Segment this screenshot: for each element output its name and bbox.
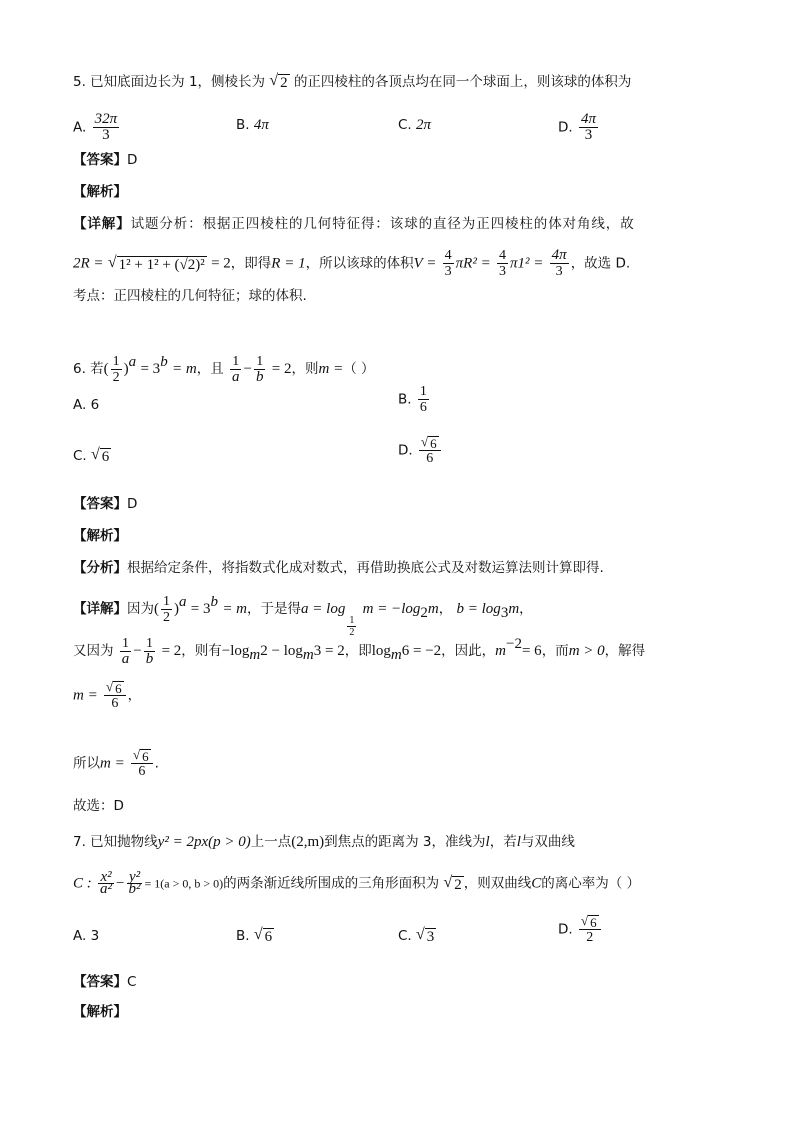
q5-eq-frac-2 xyxy=(497,248,508,279)
q6-half-den: 2 xyxy=(112,369,120,385)
q7-line2-text-d: ，则双曲线 xyxy=(463,875,532,892)
q7-option-d-den: 2 xyxy=(586,930,594,946)
q7-line2-c: C : xyxy=(73,875,92,892)
q7-stem-text-i: 与双曲线 xyxy=(520,834,575,850)
q7-stem-text-g: ，若 xyxy=(489,834,517,850)
q5-option-d-fraction xyxy=(579,112,598,143)
q6-answer-tag: 【答案】 xyxy=(73,496,127,512)
q6-option-d-rad: 6 xyxy=(430,436,437,452)
q6-line4-frac: √ 6 6 xyxy=(104,680,126,711)
q5-option-d-den: 3 xyxy=(584,127,593,143)
q5-eq-pi1: π1² = xyxy=(509,255,544,272)
q5-eq-frac-1 xyxy=(443,248,454,279)
q7-line2-text-c: 的两条渐近线所围成的三角形面积为 xyxy=(223,875,440,892)
q6-line3-text-l: ，而 xyxy=(541,643,569,659)
q5-frac-1-num: 4 xyxy=(444,248,452,263)
q6-line3-2-log: 2 − log xyxy=(260,643,303,659)
q7-option-d-label: D. xyxy=(558,921,573,938)
q6-line3-text-c: ，则有 xyxy=(181,643,222,659)
q6-option-d-den: 6 xyxy=(426,451,434,467)
q7-option-d-rad: 6 xyxy=(590,915,597,931)
q7-option-b-rad: 6 xyxy=(264,929,273,945)
q5-frac-3-num: 4π xyxy=(551,247,567,263)
q6-stem-blank: （ ） xyxy=(343,361,375,377)
q5-eq-frac-3 xyxy=(550,248,569,279)
q5-sqrt-value: 2 xyxy=(280,75,288,91)
q6-detail-comma: ， xyxy=(438,601,453,617)
q6-line5-m-eq: m = xyxy=(100,755,125,772)
q6-detail-log-a: a = log xyxy=(301,601,346,617)
q6-detail-neg-log: m = −log xyxy=(362,601,421,617)
q5-stem-text-a: 5. 已知底面边长为 1，侧棱长为 xyxy=(73,74,266,90)
q5-sqrt: √ 2 xyxy=(269,72,288,91)
q6-stem-3: = 3 xyxy=(140,361,161,377)
q6-option-b-den: 6 xyxy=(419,400,427,415)
q6-line3-3eq2: 3 = 2 xyxy=(313,643,345,659)
q7-line2-frac-y: $\frac{\text{y²}}{\text{b²}}$ xyxy=(128,869,141,897)
q6-line3-text-j: ，因此， xyxy=(441,643,496,659)
q5-answer-tag: 【答案】 xyxy=(73,152,127,168)
q7-option-c-label: C. xyxy=(398,928,412,944)
q6-option-c xyxy=(73,446,111,466)
q5-stem xyxy=(73,72,631,92)
q6-answer-value: D xyxy=(127,496,138,512)
q5-eq-pir2: πR² = xyxy=(455,255,491,272)
q5-answer-value: D xyxy=(127,152,138,168)
q7-option-b xyxy=(236,926,274,946)
q5-detail-1 xyxy=(73,214,635,234)
q7-option-b-sqrt: √ 6 xyxy=(253,926,273,945)
q6-line5-frac: √ 6 6 xyxy=(131,748,153,779)
q5-option-d-num: 4π xyxy=(580,111,596,127)
q6-detail-log-b: b = log xyxy=(456,601,501,617)
q5-option-c-value: 2π xyxy=(416,117,432,133)
q6-fenxi-tag: 【分析】 xyxy=(73,560,127,576)
q6-option-d xyxy=(398,435,443,466)
q6-line3-eq6: = 6 xyxy=(521,643,542,659)
q6-option-c-rad: 6 xyxy=(101,449,110,465)
q6-stem-m: = m xyxy=(171,361,197,377)
q7-stem-parabola: y² = 2px(p > 0) xyxy=(157,834,251,850)
q7-option-d-fraction: √ 6 2 xyxy=(579,914,601,945)
q6-line3-6eq: 6 = −2 xyxy=(401,643,442,659)
q7-stem xyxy=(73,832,575,852)
q6-option-a: A. 6 xyxy=(73,397,100,413)
q7-line2-sqrt-val: 2 xyxy=(454,876,462,893)
q6-detail-half-num: 1 xyxy=(163,593,170,609)
q5-eq-r1: R = 1 xyxy=(271,255,306,272)
q5-frac-2-den: 3 xyxy=(498,264,506,279)
q6-detail-text-b: ，于是得 xyxy=(247,601,302,617)
q5-option-b-label: B. xyxy=(236,117,250,133)
q7-option-c-sqrt: √ 3 xyxy=(416,926,435,945)
q5-text-choose: ，故选 D. xyxy=(570,255,631,272)
q6-line3-neg-log: −log xyxy=(221,643,250,659)
q5-eq-sqrt: √ 1² + 1² + (√2)² xyxy=(107,253,205,273)
q6-option-c-label: C. xyxy=(73,448,87,464)
q6-stem-text-f: ，则 xyxy=(291,361,319,377)
q7-stem-2: C : $\frac{\text{x²}}{\text{a²}}$ − $\frac{\text{y²}}{\text{b²}}$ = 1(a > 0, b > 0)的两条渐近线所围成的三角形面积为 √ 2 ，则双曲线C的离心率为（ ） xyxy=(73,869,641,897)
q6-line3-eq2: = 2 xyxy=(161,643,182,659)
q6-stem-text-d: ，且 xyxy=(196,361,224,377)
q7-jiexi: 【解析】 xyxy=(73,1004,127,1020)
q6-stem-frac-b: $\frac{1}{b}$ xyxy=(255,353,264,385)
q5-option-a-num: 32π xyxy=(94,111,118,127)
q6-detail-m: = m xyxy=(222,601,248,617)
q6-option-b xyxy=(398,384,431,415)
q6-line5-period: . xyxy=(154,755,159,772)
q7-line2-sqrt: √ 2 xyxy=(443,873,462,893)
q6-line3-text-a: 又因为 xyxy=(73,643,114,659)
q5-option-c xyxy=(398,115,431,135)
q7-stem-l2: l xyxy=(516,834,521,850)
q6-line5-text-a: 所以 xyxy=(73,755,100,772)
q7-stem-text-e: 到焦点的距离为 3，准线为 xyxy=(324,834,486,850)
q7-line2-text-f: 的离心率为（ ） xyxy=(541,875,641,892)
q5-answer xyxy=(73,150,137,170)
q6-half-num: 1 xyxy=(112,353,120,369)
q6-detail-2: 又因为 $\frac{1}{a}$ − $\frac{1}{b}$ = 2，则有$-\log_m2 - \log_m3 = 2$，即$\log_m6 = -2$，因此，$m^{-2}= 6$，而m > 0，解得 xyxy=(73,635,646,667)
q5-option-d-label: D. xyxy=(558,119,573,136)
q5-frac-1-den: 3 xyxy=(444,264,452,279)
q5-eq-2r: 2R = xyxy=(73,255,104,272)
q5-detail-2 xyxy=(73,248,630,279)
q6-fenxi xyxy=(73,558,604,578)
q5-option-d xyxy=(558,112,600,143)
q6-guxuan: 故选：D xyxy=(73,798,124,814)
q7-stem-text-a: 7. 已知抛物线 xyxy=(73,834,158,850)
q6-stem-half xyxy=(111,354,122,385)
q5-option-a xyxy=(73,112,121,143)
q5-frac-3-den: 3 xyxy=(555,264,563,279)
q7-answer-tag: 【答案】 xyxy=(73,974,127,990)
q7-line2-frac-x: $\frac{\text{x²}}{\text{a²}}$ xyxy=(100,869,113,897)
q7-stem-point: (2,m) xyxy=(291,834,325,850)
q6-jiexi: 【解析】 xyxy=(73,528,127,544)
q6-stem-eq2: = 2 xyxy=(271,361,292,377)
q6-option-d-label: D. xyxy=(398,442,413,459)
q5-option-a-label: A. xyxy=(73,119,87,136)
q7-stem-l: l xyxy=(485,834,490,850)
q5-eq-sqrt-content: 1² + 1² + (√2)² xyxy=(118,256,205,273)
q5-option-c-label: C. xyxy=(398,117,412,133)
q6-detail-half-den: 2 xyxy=(163,609,170,625)
q5-text-jide: ，即得 xyxy=(230,255,272,272)
q5-eq-equals-2: = 2 xyxy=(211,255,231,272)
q5-option-a-fraction xyxy=(93,112,120,143)
q6-option-b-fraction xyxy=(418,384,429,415)
q6-detail-log-b-m: m xyxy=(508,601,520,617)
q7-option-a: A. 3 xyxy=(73,928,100,944)
q5-detail-tag: 【详解】 xyxy=(73,216,131,232)
q6-line3-text-g: ，即 xyxy=(344,643,372,659)
q6-line4-m-eq: m = xyxy=(73,687,98,704)
q6-answer xyxy=(73,494,137,514)
q6-detail-log-base: $\frac{1}{2}$ xyxy=(349,615,355,638)
q5-option-a-den: 3 xyxy=(102,127,110,143)
q6-line3-text-n: ，解得 xyxy=(604,643,646,659)
q6-detail-text-a: 因为 xyxy=(127,601,154,617)
q7-stem-text-c: 上一点 xyxy=(250,834,292,850)
q6-line3-frac-a: $\frac{1}{a}$ xyxy=(121,635,130,667)
q6-option-c-sqrt: √ 6 xyxy=(91,446,110,465)
q6-detail-half xyxy=(161,594,172,625)
q6-line3-log: log xyxy=(371,643,391,659)
q5-jiexi: 【解析】 xyxy=(73,184,127,200)
q6-detail-4 xyxy=(73,748,159,779)
q7-option-c xyxy=(398,926,436,946)
q6-stem: 6. 若( $\frac{1}{2}$ )$^a = 3^b = m$，且 $\frac{1}{a}$ − $\frac{1}{b}$ = 2，则m =（ ） xyxy=(73,353,375,385)
q5-option-b-value: 4π xyxy=(253,117,269,133)
q6-detail-3: = 3 xyxy=(190,601,211,617)
q5-option-b xyxy=(236,115,269,135)
q6-detail-log-m: m xyxy=(427,601,439,617)
q7-option-b-label: B. xyxy=(236,928,250,944)
q5-kaodian: 考点：正四棱柱的几何特征；球的体积. xyxy=(73,288,307,304)
q6-stem-text-a: 6. 若 xyxy=(73,361,104,377)
q5-stem-text-b: 的正四棱柱的各顶点均在同一个球面上，则该球的体积为 xyxy=(293,74,632,90)
q7-line2-eq: = 1(a > 0, b > 0) xyxy=(144,876,224,891)
q7-option-d xyxy=(558,914,603,945)
q6-option-b-label: B. xyxy=(398,391,412,408)
q6-stem-frac-a: $\frac{1}{a}$ xyxy=(232,353,240,385)
q6-stem-m-eq: m = xyxy=(318,361,344,377)
q7-answer xyxy=(73,972,136,992)
q6-line4-comma: ， xyxy=(127,687,142,704)
q7-answer-value: C xyxy=(127,974,137,990)
q6-line3-frac-b: $\frac{1}{b}$ xyxy=(145,635,154,667)
q6-option-b-num: 1 xyxy=(419,384,427,399)
q6-line3-m-pos: m > 0 xyxy=(568,643,605,659)
q6-detail-1: 【详解】因为( $\frac{1}{2}$ )$^a = 3^b = m$，于是得a = log $\frac{1}{2}$ $m = -\log_2m$， $b = \log_3m$， xyxy=(73,593,533,638)
q6-fenxi-text: 根据给定条件，将指数式化成对数式，再借助换底公式及对数运算法则计算即得. xyxy=(127,560,604,576)
q6-detail-3 xyxy=(73,680,141,711)
q5-text-volume: ，所以该球的体积 xyxy=(305,255,414,272)
q5-detail-1-text: 试题分析：根据正四棱柱的几何特征得：该球的直径为正四棱柱的体对角线，故 xyxy=(130,216,635,232)
q6-option-d-fraction: √ 6 6 xyxy=(419,435,441,466)
q6-detail-tag: 【详解】 xyxy=(73,601,127,617)
q7-option-c-rad: 3 xyxy=(426,929,435,945)
q7-line2-c2: C xyxy=(531,875,542,892)
q5-eq-v: V = xyxy=(413,255,437,272)
q5-frac-2-num: 4 xyxy=(498,248,506,263)
